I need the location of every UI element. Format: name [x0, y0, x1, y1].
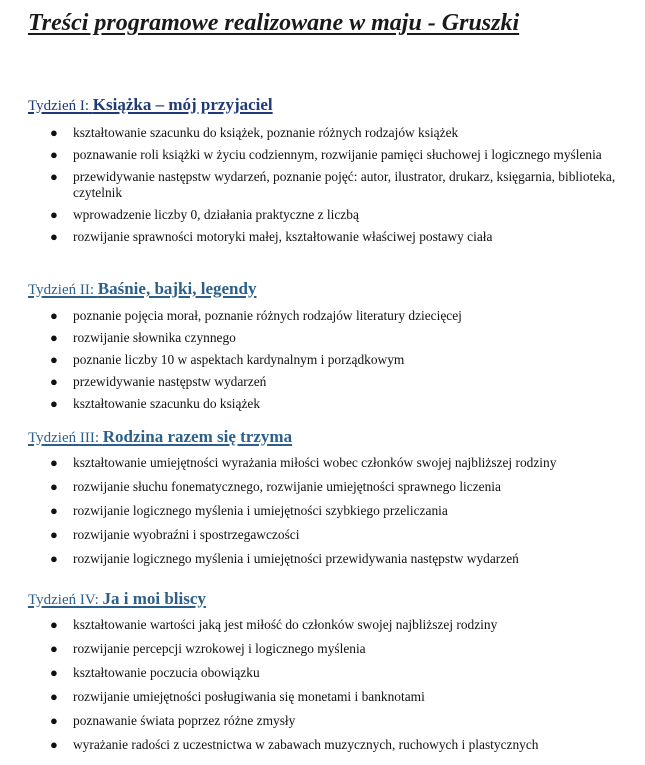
list-item-text: poznawanie roli książki w życiu codziennym, rozwijanie pamięci słuchowej i logicznego myślenia: [73, 147, 602, 162]
list-item-text: rozwijanie słuchu fonematycznego, rozwijanie umiejętności sprawnego liczenia: [73, 479, 501, 494]
bullet-icon: ●: [50, 713, 58, 728]
week-topic: Ja i moi bliscy: [102, 589, 206, 608]
list-item: [28, 352, 633, 368]
bullet-icon: ●: [50, 641, 58, 656]
week-items-list: [28, 125, 633, 245]
week-heading-1: [28, 90, 633, 117]
list-item: [28, 330, 633, 346]
list-item-text: kształtowanie szacunku do książek: [73, 396, 261, 411]
week-heading-2: [28, 274, 633, 301]
list-item-text: kształtowanie wartości jaką jest miłość do członków swojej najbliższej rodziny: [73, 617, 498, 632]
week-section-1: [28, 90, 633, 251]
week-heading-4: [28, 584, 633, 611]
list-item: [28, 125, 633, 141]
list-item-text: kształtowanie umiejętności wyrażania miłości wobec członków swojej najbliższej rodziny: [73, 455, 557, 470]
list-item: [28, 169, 633, 201]
week-items-list: [28, 617, 633, 753]
list-item-text: rozwijanie umiejętności posługiwania się monetami i banknotami: [73, 689, 425, 704]
list-item: [28, 207, 633, 223]
list-item: [28, 503, 633, 519]
bullet-icon: ●: [50, 169, 58, 184]
list-item-text: rozwijanie logicznego myślenia i umiejętności przewidywania następstw wydarzeń: [73, 551, 519, 566]
week-items-list: [28, 455, 633, 567]
bullet-icon: ●: [50, 396, 58, 411]
list-item: [28, 455, 633, 471]
list-item-text: rozwijanie logicznego myślenia i umiejętności szybkiego przeliczania: [73, 503, 448, 518]
list-item-text: rozwijanie słownika czynnego: [73, 330, 236, 345]
list-item: [28, 374, 633, 390]
list-item-text: wprowadzenie liczby 0, działania praktyczne z liczbą: [73, 207, 359, 222]
list-item: [28, 737, 633, 753]
bullet-icon: ●: [50, 352, 58, 367]
bullet-icon: ●: [50, 479, 58, 494]
list-item: [28, 641, 633, 657]
list-item-text: poznawanie świata poprzez różne zmysły: [73, 713, 296, 728]
week-topic: Książka – mój przyjaciel: [92, 95, 273, 114]
week-section-3: [28, 422, 633, 575]
week-section-2: [28, 274, 633, 418]
week-topic: Baśnie, bajki, legendy: [97, 279, 257, 298]
list-item-text: kształtowanie poczucia obowiązku: [73, 665, 260, 680]
list-item-text: poznanie liczby 10 w aspektach kardynalnym i porządkowym: [73, 352, 405, 367]
list-item-text: rozwijanie sprawności motoryki małej, kształtowanie właściwej postawy ciała: [73, 229, 493, 244]
list-item-text: kształtowanie szacunku do książek, poznanie różnych rodzajów książek: [73, 125, 459, 140]
week-section-4: [28, 584, 633, 761]
list-item: [28, 527, 633, 543]
list-item-text: rozwijanie wyobraźni i spostrzegawczości: [73, 527, 300, 542]
list-item: [28, 665, 633, 681]
bullet-icon: ●: [50, 308, 58, 323]
week-items-list: [28, 308, 633, 412]
list-item: [28, 396, 633, 412]
bullet-icon: ●: [50, 147, 58, 162]
list-item-text: przewidywanie następstw wydarzeń, poznanie pojęć: autor, ilustrator, drukarz, księgarnia, biblioteka, czytelnik: [73, 169, 616, 200]
bullet-icon: ●: [50, 527, 58, 542]
week-label: Tydzień I:: [28, 98, 93, 114]
list-item-text: przewidywanie następstw wydarzeń: [73, 374, 267, 389]
bullet-icon: ●: [50, 455, 58, 470]
bullet-icon: ●: [50, 125, 58, 140]
week-label: Tydzień IV:: [28, 592, 103, 608]
bullet-icon: ●: [50, 503, 58, 518]
bullet-icon: ●: [50, 689, 58, 704]
bullet-icon: ●: [50, 374, 58, 389]
list-item-text: poznanie pojęcia morał, poznanie różnych rodzajów literatury dziecięcej: [73, 308, 462, 323]
list-item: [28, 689, 633, 705]
list-item: [28, 551, 633, 567]
list-item: [28, 147, 633, 163]
bullet-icon: ●: [50, 665, 58, 680]
bullet-icon: ●: [50, 207, 58, 222]
list-item: [28, 479, 633, 495]
week-topic: Rodzina razem się trzyma: [102, 427, 293, 446]
list-item: [28, 308, 633, 324]
list-item: [28, 617, 633, 633]
list-item: [28, 229, 633, 245]
week-label: Tydzień II:: [28, 282, 98, 298]
week-heading-3: [28, 422, 633, 449]
bullet-icon: ●: [50, 229, 58, 244]
bullet-icon: ●: [50, 617, 58, 632]
list-item-text: wyrażanie radości z uczestnictwa w zabawach muzycznych, ruchowych i plastycznych: [73, 737, 539, 752]
bullet-icon: ●: [50, 330, 58, 345]
bullet-icon: ●: [50, 737, 58, 752]
page-title: Treści programowe realizowane w maju - Gruszki: [28, 10, 520, 36]
bullet-icon: ●: [50, 551, 58, 566]
week-label: Tydzień III:: [28, 430, 103, 446]
list-item-text: rozwijanie percepcji wzrokowej i logicznego myślenia: [73, 641, 366, 656]
list-item: [28, 713, 633, 729]
